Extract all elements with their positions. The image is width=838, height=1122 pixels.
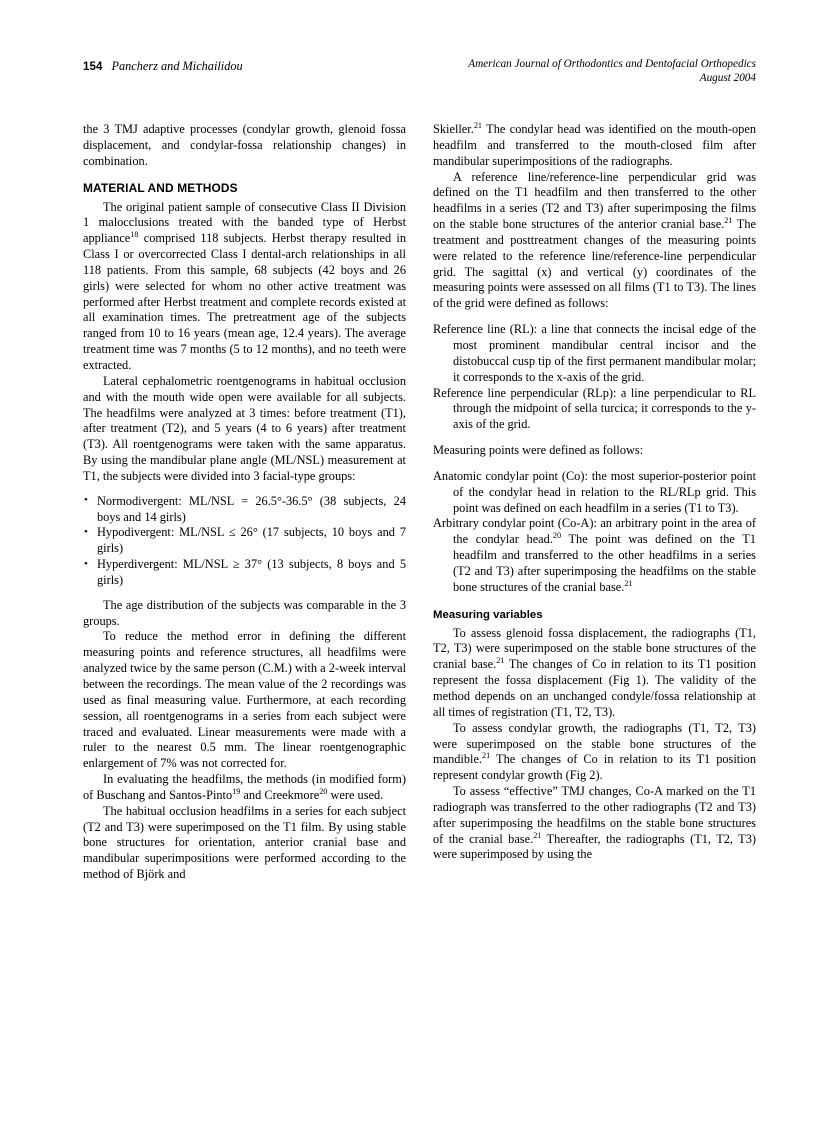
- column-left: [83, 122, 406, 883]
- text-run: The point was defined on the T1 headfilm and transferred to the other headfilms in a series (T2 and T3) after superimposing the headfilms on the stable bone structures of the cranial base.: [453, 532, 756, 594]
- text-run: To assess “effective” TMJ changes, Co-A marked on the T1 radiograph was transferred to the other radiographs (T2 and T3) after superimposing the headfilms on the stable bone structures of the cranial base.: [433, 784, 756, 846]
- reference-marker-21: 21: [473, 120, 482, 130]
- reference-marker-20: 20: [319, 786, 328, 796]
- paragraph-evaluating-headfilms: [83, 772, 406, 804]
- text-run: The changes of Co in relation to its T1 position represent the fossa displacement (Fig 1). The validity of the method depends on an unchanged condyle/fossa relationship at all times of registration (T1, T2, T3).: [433, 657, 756, 719]
- text-run: The treatment and posttreatment changes of the measuring points were related to the reference line/reference-line perpendicular grid. The sagittal (x) and vertical (y) coordinates of the measuring points were assessed on all films (T1 to T3). The lines of the grid were defined as follows:: [433, 217, 756, 311]
- spacer: [83, 589, 406, 598]
- running-head: [83, 57, 756, 103]
- definition-reference-line: Reference line (RL): a line that connects the incisal edge of the most prominent mandibular central incisor and the distobuccal cusp tip of the first permanent mandibular molar; it corresponds to the x-axis of the grid.: [433, 322, 756, 384]
- running-head-left: [83, 57, 243, 75]
- paragraph-original-sample: [83, 200, 406, 374]
- reference-marker-21: 21: [482, 751, 491, 761]
- text-run: Skieller.: [433, 122, 474, 136]
- text-run: Thereafter, the radiographs (T1, T2, T3) were superimposed by using the: [433, 831, 756, 862]
- text-run: were used.: [327, 787, 384, 802]
- page-number: 154: [83, 61, 103, 73]
- column-right: [433, 122, 756, 863]
- heading-measuring-variables: Measuring variables: [433, 608, 543, 621]
- running-head-authors: Pancherz and Michailidou: [111, 59, 243, 73]
- list-item: • Hyperdivergent: ML/NSL ≥ 37° (13 subjects, 8 boys and 5 girls): [83, 557, 406, 589]
- list-item: • Normodivergent: ML/NSL = 26.5°-36.5° (38 subjects, 24 boys and 14 girls): [83, 494, 406, 526]
- text-run: comprised 118 subjects. Herbst therapy resulted in Class I or overcorrected Class I dental-arch relationships in all 118 patients. From this sample, 68 subjects (42 boys and 26 girls) were selected for whom no other active treatment was performed after Herbst treatment and complete records existed at all examination times. The pretreatment age of the subjects ranged from 10 to 16 years (mean age, 12.4 years). The average treatment time was 7 months (5 to 12 months), and no teeth were extracted.: [83, 231, 406, 372]
- definition-arbitrary-condylar-point: [433, 516, 756, 595]
- paragraph-effective-tmj-changes: [433, 784, 756, 863]
- paragraph-fossa-displacement: [433, 626, 756, 721]
- reference-marker-21: 21: [724, 215, 733, 225]
- reference-marker-21: 21: [533, 830, 542, 840]
- definition-list-grid-lines: [433, 322, 756, 433]
- text-run: The condylar head was identified on the mouth-open headfilm and transferred to the mouth-closed film after mandibular superimpositions of the radiographs.: [433, 122, 756, 168]
- paragraph-cephalometric: Lateral cephalometric roentgenograms in habitual occlusion and with the mouth wide open were available for all subjects. The headfilms were analyzed at 3 times: before treatment (T1), after treatment (T2), and 5 years (4 to 6 years) after treatment (T3). All roentgenograms were taken with the same apparatus. By using the mandibular plane angle (ML/NSL) measurement at T1, the subjects were divided into 3 facial-type groups:: [83, 373, 406, 483]
- text-run: A reference line/reference-line perpendicular grid was defined on the T1 headfilm and then transferred to the other headfilms in a series (T2 and T3) after superimposing the films on the stable bone structures of the anterior cranial base.: [433, 169, 756, 232]
- text-run: In evaluating the headfilms, the methods (in modified form) of Buschang and Santos-Pinto: [83, 772, 406, 802]
- reference-marker-18: 18: [130, 230, 139, 240]
- text-run: The original patient sample of consecutive Class II Division 1 malocclusions treated with the banded type of Herbst appliance: [83, 199, 406, 246]
- list-item: • Hypodivergent: ML/NSL ≤ 26° (17 subjects, 10 boys and 7 girls): [83, 525, 406, 557]
- definition-reference-line-perpendicular: Reference line perpendicular (RLp): a line perpendicular to RL through the midpoint of sella turcica; it corresponds to the y-axis of the grid.: [433, 385, 756, 432]
- text-run: To assess glenoid fossa displacement, the radiographs (T1, T2, T3) were superimposed on the stable bone structures of the cranial base.: [433, 625, 756, 672]
- paragraph-condylar-growth: [433, 721, 756, 784]
- journal-title: American Journal of Orthodontics and Dentofacial Orthopedics: [468, 58, 756, 70]
- definition-list-measuring-points: [433, 469, 756, 596]
- paragraph-measuring-points-intro: Measuring points were defined as follows:: [433, 443, 644, 458]
- paragraph-habitual-occlusion: The habitual occlusion headfilms in a series for each subject (T2 and T3) were superimposed on the T1 film. By using stable bone structures for orientation, anterior cranial base and mandibular superimpositions were performed according to the method of Björk and: [83, 803, 406, 882]
- paragraph-method-error: To reduce the method error in defining the different measuring points and reference structures, all headfilms were analyzed twice by the same person (C.M.) with a 2-week interval between the recordings. The mean value of the 2 recordings was used as final measuring value. Furthermore, at each recording session, all roentgenograms in a series from each subject were traced and evaluated. Linear measurements were made with a ruler to the nearest 0.5 mm. The linear roentgenographic enlargement of 7% was not corrected for.: [83, 629, 406, 771]
- reference-marker-21: 21: [624, 578, 633, 588]
- text-run: The changes of Co in relation to its T1 position represent condylar growth (Fig 2).: [433, 752, 756, 783]
- text-run: and Creekmore: [240, 787, 320, 802]
- paragraph-skieller: [433, 122, 756, 170]
- facial-type-group-list: [83, 494, 406, 589]
- heading-material-and-methods: MATERIAL AND METHODS: [83, 180, 238, 195]
- reference-marker-20: 20: [552, 531, 562, 541]
- reference-marker-21: 21: [496, 656, 505, 666]
- definition-anatomic-condylar-point: Anatomic condylar point (Co): the most superior-posterior point of the condylar head in relation to the RL/RLp grid. This point was defined on each headfilm in a series (T1 to T3).: [433, 468, 756, 515]
- running-head-right: [468, 57, 756, 86]
- text-run: To assess condylar growth, the radiographs (T1, T2, T3) were superimposed on the stable bone structures of the mandible.: [433, 720, 756, 767]
- text-run: Arbitrary condylar point (Co-A): an arbitrary point in the area of the condylar head.: [433, 516, 756, 547]
- reference-marker-19: 19: [232, 786, 241, 796]
- paragraph-reference-grid: [433, 170, 756, 313]
- paragraph-continued: the 3 TMJ adaptive processes (condylar growth, glenoid fossa displacement, and condylar-fossa relationship changes) in combination.: [83, 122, 406, 168]
- issue-date: August 2004: [699, 72, 756, 85]
- paragraph-age-distribution: The age distribution of the subjects was comparable in the 3 groups.: [83, 597, 406, 628]
